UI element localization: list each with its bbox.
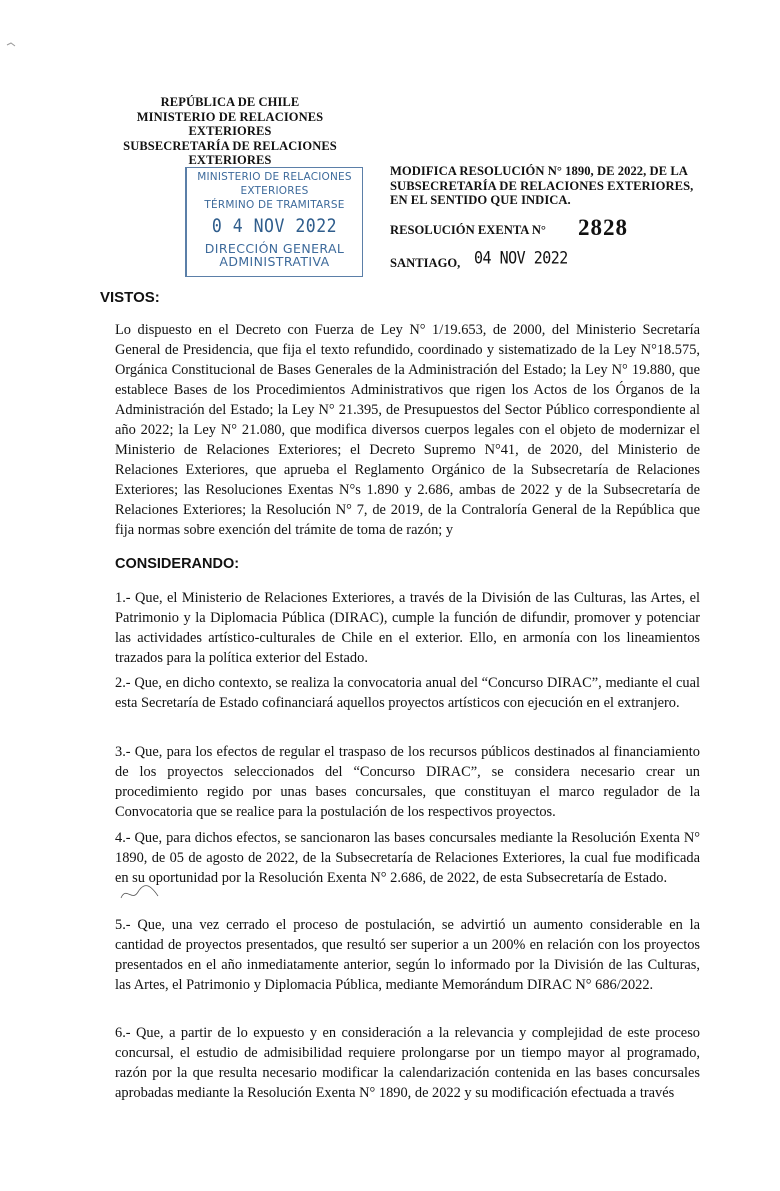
stamp-line-1: MINISTERIO DE RELACIONES (197, 171, 352, 183)
stamp-line-4: DIRECCIÓN GENERAL (204, 241, 345, 256)
resolution-label: RESOLUCIÓN EXENTA N° (390, 223, 546, 237)
considerando-item-1: 1.- Que, el Ministerio de Relaciones Exteriores, a través de la División de las Culturas, las Artes, el Patrimonio y la Diplomacia Pública (DIRAC), cumple la función de difundir, promover y potenciar las actividades artístico-culturales de Chile en el exterior. Ello, en armonía con los lineamientos trazados para la política exterior del Estado. (115, 590, 700, 666)
considerando-item-3: 3.- Que, para los efectos de regular el traspaso de los recursos públicos destinados al financiamiento de los proyectos seleccionados del “Concurso DIRAC”, se considera necesario crear un procedimiento regido por unas bases concursales, que constituyan el marco regulador de la Convocatoria que se realice para la postulación de los respectivos proyectos. (115, 744, 700, 820)
considerando-item-6: 6.- Que, a partir de lo expuesto y en consideración a la relevancia y complejidad de este proceso concursal, el estudio de admisibilidad requiere prolongarse por un tiempo mayor al programado, razón por la que resulta necesario modificar la calendarización contenida en las bases concursales aprobadas mediante la Resolución Exenta N° 1890, de 2022 y su modificación efectuada a través (115, 1025, 700, 1101)
ministry-header (100, 95, 360, 168)
scan-mark (6, 42, 16, 48)
considerando-item-4: 4.- Que, para dichos efectos, se sancionaron las bases concursales mediante la Resolución Exenta N° 1890, de 05 de agosto de 2022, de la Subsecretaría de Relaciones Exteriores, la cual fue modificada en su oportunidad por la Resolución Exenta N° 2.686, de 2022, de esta Subsecretaría de Estado. (115, 830, 700, 886)
stamp-line-3: TÉRMINO DE TRAMITARSE (204, 199, 345, 211)
resolution-title-block (390, 164, 710, 270)
stamp-line-2: EXTERIORES (240, 185, 309, 197)
header-ministry: MINISTERIO DE RELACIONES EXTERIORES (136, 109, 324, 138)
santiago-label: SANTIAGO, (390, 256, 461, 270)
considerando-item-5: 5.- Que, una vez cerrado el proceso de postulación, se advirtió un aumento considerable en la cantidad de proyectos presentados, que resultó ser superior a un 200% en relación con los proyectos presentados en el año inmediatamente anterior, según lo informado por la División de las Culturas, las Artes, el Patrimonio y Diplomacia Pública, mediante Memorándum DIRAC N° 686/2022. (115, 917, 700, 993)
santiago-date: 04 NOV 2022 (474, 247, 568, 269)
considerando-item-2: 2.- Que, en dicho contexto, se realiza la convocatoria anual del “Concurso DIRAC”, mediante el cual esta Secretaría de Estado cofinanciará aquellos proyectos artísticos con ejecución en el extranjero. (115, 675, 700, 711)
vistos-heading: VISTOS: (100, 289, 160, 306)
stamp-date: 0 4 NOV 2022 (211, 214, 338, 237)
reception-stamp (185, 167, 363, 277)
header-republic: REPÚBLICA DE CHILE (160, 95, 300, 109)
stamp-line-5: ADMINISTRATIVA (219, 253, 330, 269)
handwritten-mark (118, 880, 163, 906)
header-subsecretaria: SUBSECRETARÍA DE RELACIONES EXTERIORES (123, 138, 337, 167)
resolution-number: 2828 (578, 215, 628, 240)
considerando-heading: CONSIDERANDO: (115, 556, 240, 572)
resolution-subject: MODIFICA RESOLUCIÓN N° 1890, DE 2022, DE LA SUBSECRETARÍA DE RELACIONES EXTERIORES, EN EL SENTIDO QUE INDICA. (390, 164, 694, 207)
vistos-paragraph: Lo dispuesto en el Decreto con Fuerza de Ley N° 1/19.653, de 2000, del Ministerio Secretaría General de Presidencia, que fija el texto refundido, coordinado y sistematizado de la Ley N°18.575, Orgánica Constitucional de Bases Generales de la Administración del Estado; la Ley N° 19.880, que establece Bases de los Procedimientos Administrativos que rigen los Actos de los Órganos de la Administración del Estado; la Ley N° 21.395, de Presupuestos del Sector Público correspondiente al año 2022; la Ley N° 21.080, que modifica diversos cuerpos legales con el objeto de modernizar el Ministerio de Relaciones Exteriores; el Decreto Supremo N°41, de 2020, del Ministerio de Relaciones Exteriores, que aprueba el Reglamento Orgánico de la Subsecretaría de Relaciones Exteriores; las Resoluciones Exentas N°s 1.890 y 2.686, ambas de 2022 y de la Subsecretaría de Relaciones Exteriores; la Resolución N° 7, de 2019, de la Contraloría General de la República que fija normas sobre exención del trámite de toma de razón; y (115, 322, 700, 538)
